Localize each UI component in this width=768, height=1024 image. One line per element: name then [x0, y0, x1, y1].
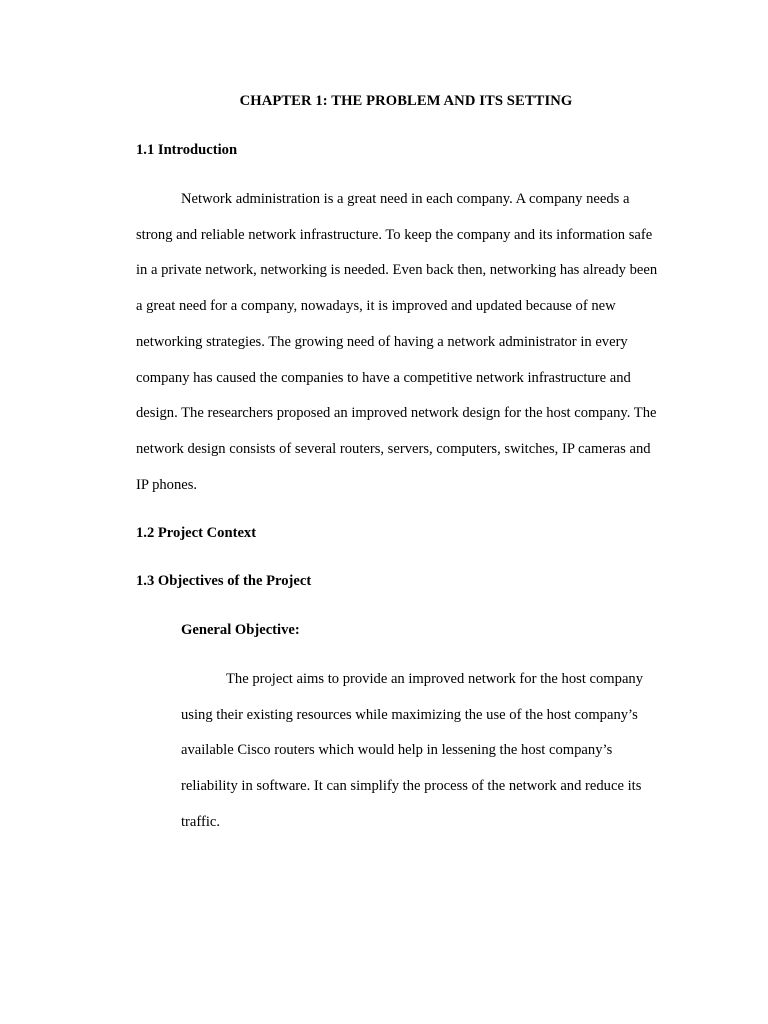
- intro-paragraph-line: networking strategies. The growing need of having a network administrator in every: [136, 334, 628, 350]
- objective-paragraph-line: available Cisco routers which would help in lessening the host company’s: [181, 742, 613, 758]
- intro-paragraph-line: a great need for a company, nowadays, it is improved and updated because of new: [136, 298, 616, 314]
- intro-paragraph-line: IP phones.: [136, 477, 198, 493]
- objective-paragraph-line: using their existing resources while maximizing the use of the host company’s: [181, 707, 638, 723]
- chapter-title: CHAPTER 1: THE PROBLEM AND ITS SETTING: [239, 93, 573, 109]
- general-objective-heading: General Objective:: [181, 622, 300, 638]
- intro-paragraph-line: design. The researchers proposed an improved network design for the host company. The: [136, 405, 657, 421]
- objective-paragraph-line: The project aims to provide an improved network for the host company: [226, 671, 644, 687]
- intro-paragraph-line: network design consists of several routers, servers, computers, switches, IP cameras and: [136, 441, 651, 457]
- intro-paragraph-line: Network administration is a great need in each company. A company needs a: [181, 191, 630, 207]
- objective-paragraph-line: reliability in software. It can simplify the process of the network and reduce its: [181, 778, 642, 794]
- section-heading-project-context: 1.2 Project Context: [136, 525, 257, 541]
- intro-paragraph-line: in a private network, networking is needed. Even back then, networking has already been: [136, 262, 658, 278]
- section-heading-introduction: 1.1 Introduction: [136, 142, 238, 158]
- intro-paragraph-line: strong and reliable network infrastructure. To keep the company and its information safe: [136, 227, 653, 243]
- section-heading-objectives: 1.3 Objectives of the Project: [136, 573, 312, 589]
- intro-paragraph-line: company has caused the companies to have a competitive network infrastructure and: [136, 370, 631, 386]
- objective-paragraph-line: traffic.: [181, 814, 221, 830]
